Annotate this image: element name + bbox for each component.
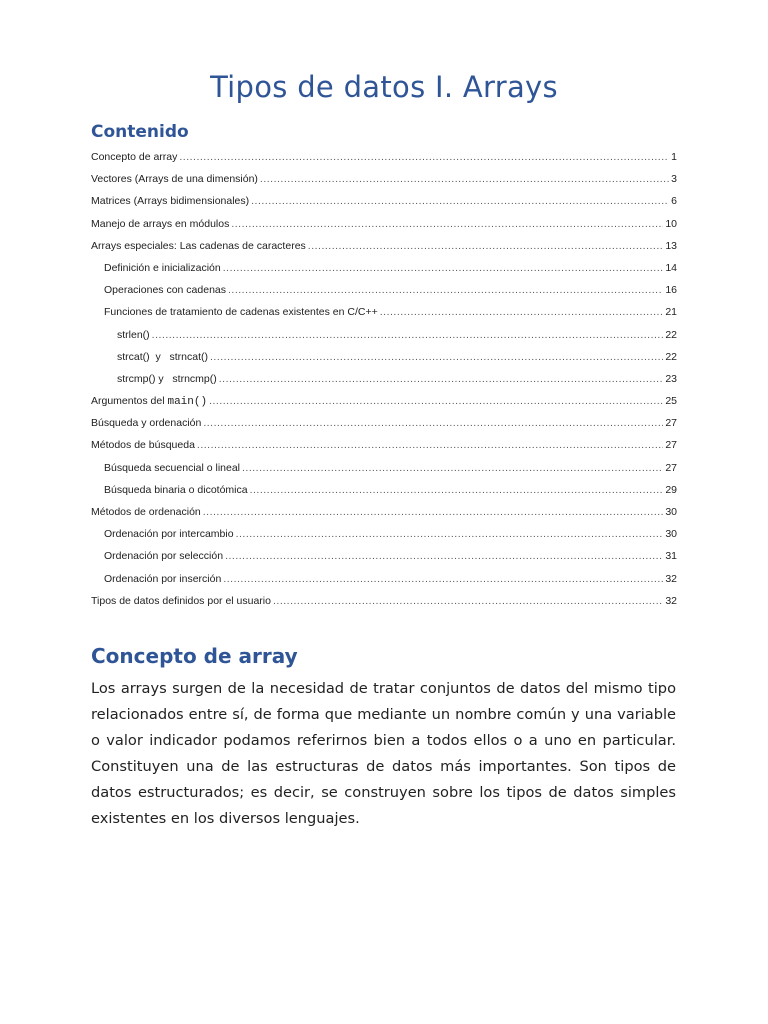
toc-entry[interactable] — [91, 173, 677, 195]
toc-entry[interactable] — [91, 550, 677, 572]
toc-page-number: 27 — [665, 439, 677, 452]
toc-entry[interactable] — [91, 462, 677, 484]
toc-entry[interactable] — [91, 240, 677, 262]
toc-page-number: 27 — [665, 461, 677, 474]
toc-entry-text: Funciones de tratamiento de cadenas existentes en C/C++ — [104, 306, 378, 319]
toc-entry[interactable] — [91, 329, 677, 351]
toc-leader-dots — [223, 262, 664, 274]
toc-entry-text: strlen() — [117, 328, 150, 341]
toc-entry-text: Búsqueda secuencial o lineal — [104, 461, 241, 474]
toc-leader-dots — [209, 395, 663, 407]
toc-leader-dots — [223, 573, 663, 585]
toc-page-number: 3 — [671, 173, 677, 186]
toc-heading: Contenido — [91, 122, 189, 142]
toc-page-number: 31 — [665, 550, 677, 563]
toc-page-number: 14 — [665, 261, 677, 274]
toc-entry-text — [91, 395, 207, 408]
toc-leader-dots — [203, 417, 663, 429]
toc-page-number: 27 — [665, 417, 677, 430]
toc-leader-dots — [260, 173, 669, 185]
toc-entry-text: Matrices (Arrays bidimensionales) — [91, 195, 250, 208]
toc-leader-dots — [203, 506, 664, 518]
toc-page-number: 22 — [665, 328, 677, 341]
toc-entry-text: Operaciones con cadenas — [104, 284, 226, 297]
toc-entry[interactable] — [91, 306, 677, 328]
toc-entry[interactable] — [91, 417, 677, 439]
toc-entry[interactable] — [91, 151, 677, 173]
toc-entry-label: Argumentos del — [91, 395, 168, 408]
toc-page-number: 25 — [665, 395, 677, 408]
toc-entry-code: main() — [167, 396, 208, 409]
document-title: Tipos de datos I. Arrays — [210, 70, 558, 104]
toc-entry[interactable] — [91, 395, 677, 417]
toc-entry-text: Búsqueda y ordenación — [91, 417, 202, 430]
toc-leader-dots — [210, 351, 663, 363]
toc-page-number: 32 — [665, 572, 677, 585]
toc-leader-dots — [250, 484, 664, 496]
toc-entry-text: Métodos de búsqueda — [91, 439, 195, 452]
toc-page-number: 10 — [665, 217, 677, 230]
section-paragraph: Los arrays surgen de la necesidad de tratar conjuntos de datos del mismo tipo relacionados entre sí, de forma que mediante un nombre común y una variable o valor indicador podamos referirnos bien a todos ellos o a uno en particular. Constituyen una de las estructuras de datos más importantes. Son tipos de datos estructurados; es decir, se construyen sobre los tipos de datos simples existentes en los diversos lenguajes. — [91, 680, 676, 827]
toc-entry-text: Ordenación por intercambio — [104, 528, 234, 541]
toc-leader-dots — [152, 329, 664, 341]
toc-leader-dots — [197, 439, 663, 451]
toc-page-number: 13 — [665, 239, 677, 252]
toc-entry[interactable] — [91, 218, 677, 240]
toc-entry[interactable] — [91, 351, 677, 373]
toc-entry-text: strcat() y strncat() — [117, 350, 209, 363]
toc-page-number: 32 — [665, 594, 677, 607]
toc-leader-dots — [225, 550, 663, 562]
toc-entry[interactable] — [91, 195, 677, 217]
toc-page-number: 16 — [665, 284, 677, 297]
toc-entry-text: Definición e inicialización — [104, 261, 221, 274]
toc-entry-text: Ordenación por selección — [104, 550, 224, 563]
toc-leader-dots — [380, 306, 664, 318]
toc-entry[interactable] — [91, 373, 677, 395]
toc-leader-dots — [251, 195, 669, 207]
toc-leader-dots — [179, 151, 669, 163]
toc-leader-dots — [273, 595, 663, 607]
toc-entry-text: Ordenación por inserción — [104, 572, 222, 585]
toc-leader-dots — [231, 218, 663, 230]
toc-entry[interactable] — [91, 573, 677, 595]
toc-page-number: 6 — [671, 195, 677, 208]
toc-page-number: 22 — [665, 350, 677, 363]
toc-leader-dots — [308, 240, 664, 252]
toc-entry[interactable] — [91, 284, 677, 306]
table-of-contents — [91, 151, 677, 617]
toc-entry-text: strcmp() y strncmp() — [117, 372, 217, 385]
toc-leader-dots — [236, 528, 664, 540]
toc-leader-dots — [219, 373, 664, 385]
section-heading: Concepto de array — [91, 644, 298, 668]
toc-entry[interactable] — [91, 595, 677, 617]
toc-entry-text: Búsqueda binaria o dicotómica — [104, 483, 248, 496]
toc-entry[interactable] — [91, 262, 677, 284]
toc-page-number: 30 — [665, 506, 677, 518]
toc-page-number: 29 — [665, 483, 677, 496]
toc-entry-text: Manejo de arrays en módulos — [91, 217, 230, 230]
toc-entry[interactable] — [91, 506, 677, 528]
toc-entry-text: Tipos de datos definidos por el usuario — [91, 594, 271, 607]
toc-page-number: 1 — [671, 151, 677, 163]
toc-entry-text: Métodos de ordenación — [91, 506, 201, 518]
toc-entry[interactable] — [91, 528, 677, 550]
toc-leader-dots — [242, 462, 663, 474]
toc-page-number: 30 — [665, 528, 677, 541]
toc-leader-dots — [228, 284, 663, 296]
toc-entry-text: Arrays especiales: Las cadenas de caracteres — [91, 239, 306, 252]
toc-entry[interactable] — [91, 439, 677, 461]
toc-entry-text: Concepto de array — [91, 151, 178, 163]
toc-entry-text: Vectores (Arrays de una dimensión) — [91, 173, 258, 186]
toc-entry[interactable] — [91, 484, 677, 506]
toc-page-number: 21 — [665, 306, 677, 319]
toc-page-number: 23 — [665, 372, 677, 385]
